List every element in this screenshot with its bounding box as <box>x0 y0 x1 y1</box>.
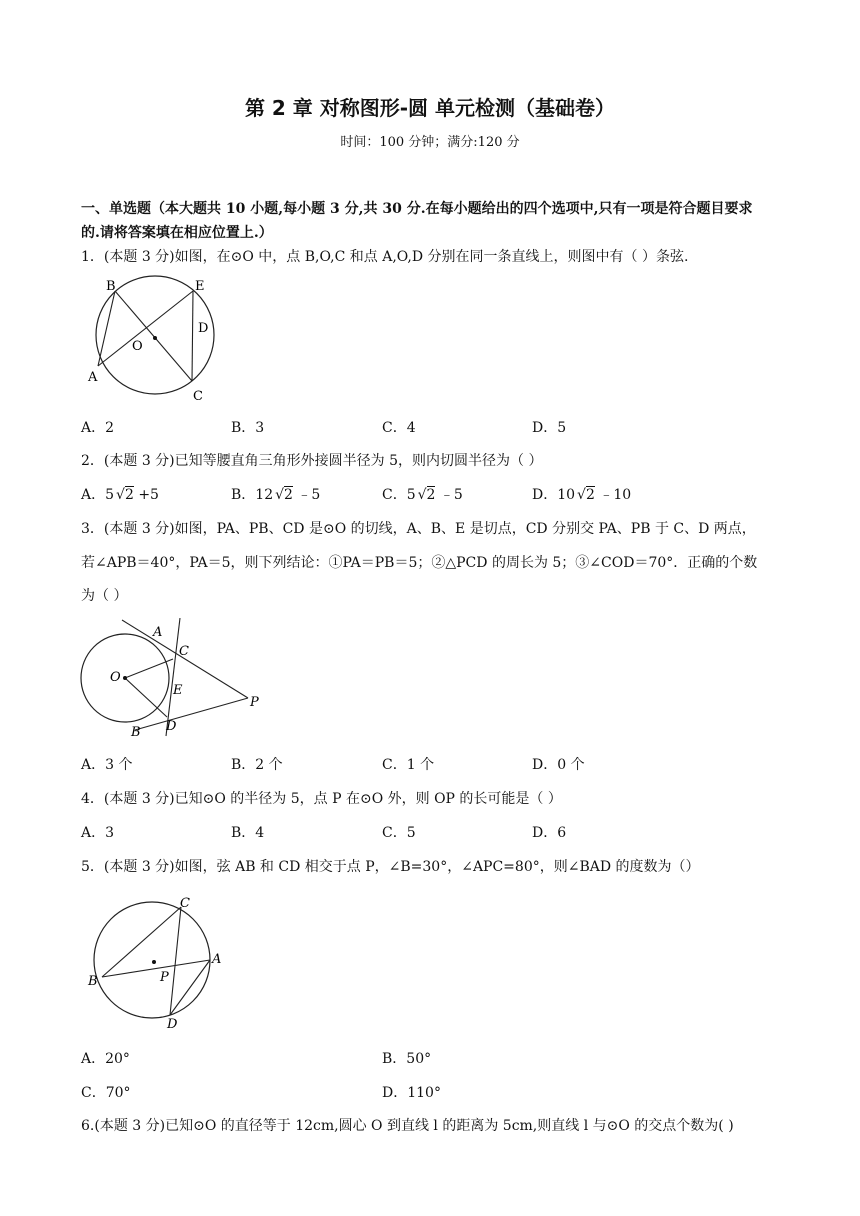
q2-option-c-radicand: 2 <box>426 487 436 503</box>
q1-option-a[interactable]: A．2 <box>81 420 115 436</box>
q5-option-c[interactable]: C．70° <box>81 1085 131 1101</box>
q5-option-a[interactable]: A．20° <box>81 1051 130 1067</box>
question-3-line1: 3．(本题 3 分)如图，PA、PB、CD 是⊙O 的切线，A、B、E 是切点，CD 分别交 PA、PB 于 C、D 两点， <box>81 521 756 537</box>
q4-option-d[interactable]: D．6 <box>532 825 567 841</box>
q2-option-a-prefix: A．5 <box>81 487 115 503</box>
label-d: D <box>166 719 177 734</box>
label-b: B <box>88 974 98 989</box>
q2-option-d-suffix: ﹣10 <box>594 487 632 503</box>
label-o: O <box>132 339 143 354</box>
q2-option-d-prefix: D．10 <box>532 487 576 503</box>
q1-option-b[interactable]: B．3 <box>231 420 265 436</box>
q2-option-c-suffix: ﹣5 <box>435 487 463 503</box>
label-a: A <box>88 370 98 385</box>
question-4-text: 4．(本题 3 分)已知⊙O 的半径为 5，点 P 在⊙O 外，则 OP 的长可能是（ ） <box>81 791 562 807</box>
question-2-text: 2．(本题 3 分)已知等腰直角三角形外接圆半径为 5，则内切圆半径为（ ） <box>81 453 543 469</box>
q2-option-a-radicand: 2 <box>124 487 134 503</box>
label-e: E <box>195 279 205 294</box>
q4-option-c[interactable]: C．5 <box>382 825 416 841</box>
q1-option-c[interactable]: C．4 <box>382 420 416 436</box>
q2-option-c-prefix: C．5 <box>382 487 416 503</box>
label-a: A <box>153 625 163 640</box>
label-c: C <box>179 644 189 659</box>
question-3-line2: 若∠APB＝40°，PA＝5，则下列结论：①PA＝PB＝5；②△PCD 的周长为 5；③∠COD＝70°．正确的个数 <box>81 555 758 571</box>
q1-option-d[interactable]: D．5 <box>532 420 567 436</box>
q4-option-a[interactable]: A．3 <box>81 825 115 841</box>
q2-option-b[interactable]: B．12 √2 ﹣5 <box>231 487 321 503</box>
exam-info: 时间：100 分钟；满分:120 分 <box>340 135 520 150</box>
label-o: O <box>110 670 121 685</box>
section-heading <box>81 197 781 245</box>
q3-option-c[interactable]: C．1 个 <box>382 757 435 773</box>
label-c: C <box>193 389 203 404</box>
q5-option-b[interactable]: B．50° <box>382 1051 432 1067</box>
label-p: P <box>250 695 259 710</box>
question-5-figure <box>85 895 225 1035</box>
label-b: B <box>106 279 116 294</box>
question-3-figure <box>80 618 265 740</box>
q2-option-a[interactable]: A．5 √2 +5 <box>81 487 159 503</box>
q3-option-a[interactable]: A．3 个 <box>81 757 133 773</box>
q2-option-b-suffix: ﹣5 <box>292 487 321 503</box>
section-heading-line2: 的.请将答案填在相应位置上.） <box>81 225 273 241</box>
question-1-text: 1．(本题 3 分)如图，在⊙O 中，点 B,O,C 和点 A,O,D 分别在同一条直线上，则图中有（ ）条弦. <box>81 249 689 265</box>
page-title: 第 2 章 对称图形-圆 单元检测（基础卷） <box>244 96 616 120</box>
question-6-text: 6.(本题 3 分)已知⊙O 的直径等于 12cm,圆心 O 到直线 l 的距离为 5cm,则直线 l 与⊙O 的交点个数为( ) <box>81 1118 734 1134</box>
q2-option-d-radicand: 2 <box>585 487 595 503</box>
label-d: D <box>167 1017 178 1032</box>
q2-option-d[interactable]: D．10 √2 ﹣10 <box>532 487 632 503</box>
label-e: E <box>173 683 183 698</box>
q2-option-c[interactable]: C．5 √2 ﹣5 <box>382 487 463 503</box>
question-3-line3: 为（ ） <box>81 588 128 604</box>
question-5-text: 5．(本题 3 分)如图，弦 AB 和 CD 相交于点 P，∠B=30°，∠APC=80°，则∠BAD 的度数为（） <box>81 859 700 875</box>
label-a: A <box>212 952 222 967</box>
q4-option-b[interactable]: B．4 <box>231 825 265 841</box>
label-c: C <box>180 896 190 911</box>
q2-option-b-prefix: B．12 <box>231 487 274 503</box>
label-p: P <box>160 970 169 985</box>
q3-option-b[interactable]: B．2 个 <box>231 757 283 773</box>
section-heading-line1: 一、单选题（本大题共 10 小题,每小题 3 分,共 30 分.在每小题给出的四个选项中,只有一项是符合题目要求 <box>81 201 753 217</box>
q5-option-d[interactable]: D．110° <box>382 1085 441 1101</box>
label-b: B <box>131 725 141 740</box>
label-d: D <box>198 321 209 336</box>
q2-option-b-radicand: 2 <box>284 487 293 503</box>
question-1-figure <box>82 274 227 409</box>
q2-option-a-suffix: +5 <box>133 487 159 503</box>
q3-option-d[interactable]: D．0 个 <box>532 757 585 773</box>
